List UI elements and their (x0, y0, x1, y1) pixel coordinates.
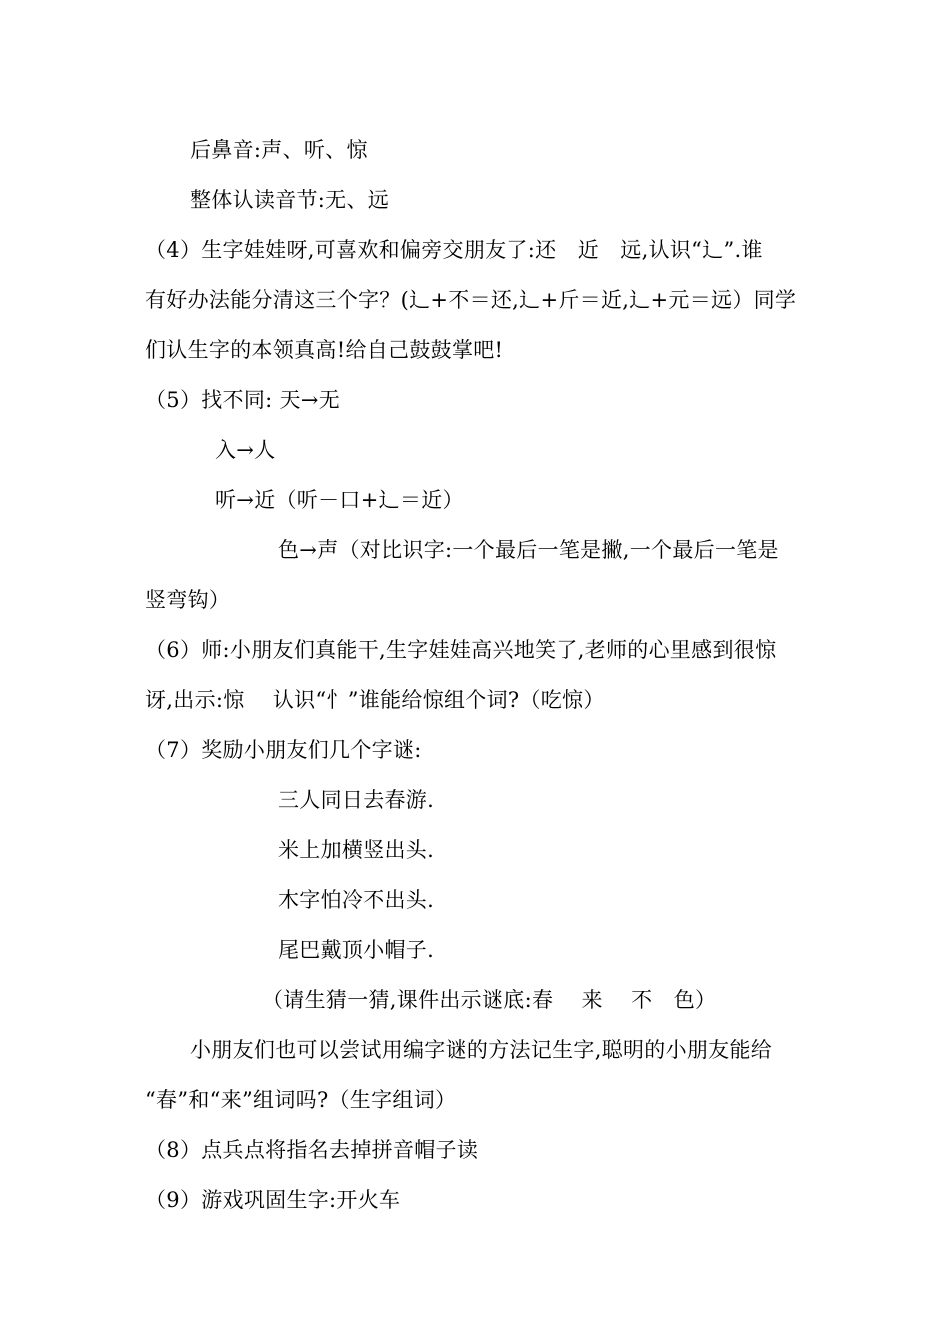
text-line-item5-ting: 听→近（听－口+辶＝近） (215, 488, 464, 512)
riddle-answer-line: （请生猜一猜,课件出示谜底:春 来 不 色） (262, 988, 717, 1012)
text-line-item7: （7）奖励小朋友们几个字谜: (145, 738, 422, 762)
text-line-item5-se: 色→声（对比识字:一个最后一笔是撇,一个最后一笔是 (278, 538, 779, 562)
text-line-zimi-b: “春”和“来”组词吗?（生字组词） (145, 1088, 457, 1112)
text-line-item4-c: 们认生字的本领真高!给自己鼓鼓掌吧! (145, 338, 504, 362)
text-line-houbiyin: 后鼻音:声、听、惊 (190, 138, 368, 162)
text-line-item9: （9）游戏巩固生字:开火车 (145, 1188, 401, 1212)
text-line-item4-a: （4）生字娃娃呀,可喜欢和偏旁交朋友了:还 近 远,认识“辶”.谁 (145, 238, 763, 262)
riddle-line-4: 尾巴戴顶小帽子. (278, 938, 435, 962)
text-line-item5-se-cont: 竖弯钩） (145, 588, 231, 612)
text-line-item5: （5）找不同: 天→无 (145, 388, 341, 412)
text-line-item6-a: （6）师:小朋友们真能干,生字娃娃高兴地笑了,老师的心里感到很惊 (145, 638, 777, 662)
riddle-line-1: 三人同日去春游. (278, 788, 435, 812)
text-line-item5-ru: 入→人 (215, 438, 276, 462)
text-line-item4-b: 有好办法能分清这三个字？(辶+不＝还,辶+斤＝近,辶+元＝远）同学 (145, 288, 797, 312)
text-line-zimi-a: 小朋友们也可以尝试用编字谜的方法记生字,聪明的小朋友能给 (190, 1038, 773, 1062)
text-line-item6-b: 讶,出示:惊 认识“忄”谁能给惊组个词?（吃惊） (145, 688, 605, 712)
riddle-line-3: 木字怕冷不出头. (278, 888, 435, 912)
text-line-item8: （8）点兵点将指名去掉拼音帽子读 (145, 1138, 479, 1162)
text-line-zhengti: 整体认读音节:无、远 (190, 188, 390, 212)
riddle-line-2: 米上加横竖出头. (278, 838, 435, 862)
